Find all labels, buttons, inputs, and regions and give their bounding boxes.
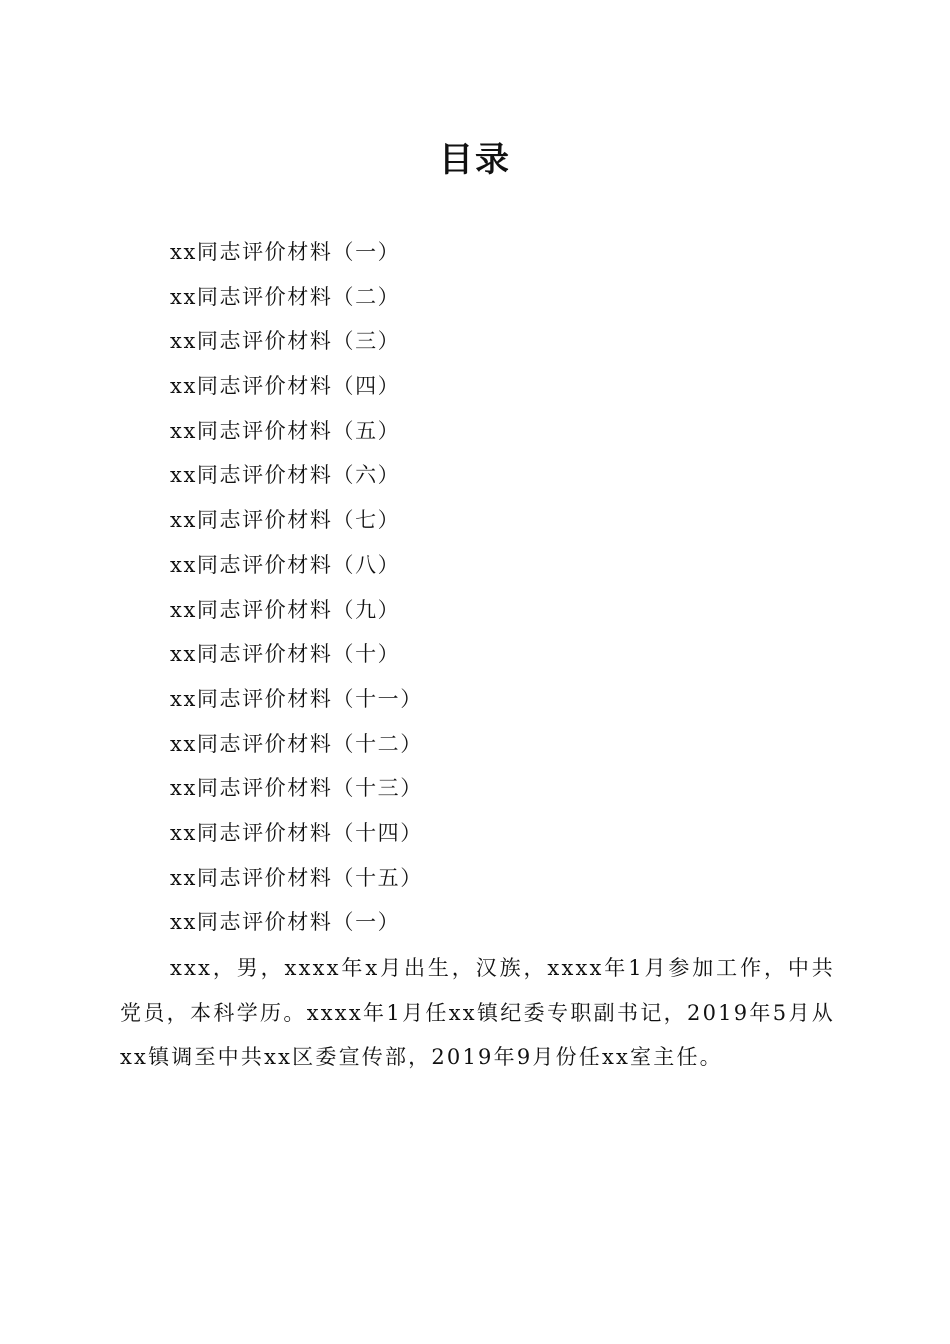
toc-item: xx同志评价材料（十一） [170, 686, 423, 711]
toc-item: xx同志评价材料（七） [170, 508, 401, 533]
toc-item: xx同志评价材料（五） [170, 418, 401, 443]
toc-item: xx同志评价材料（四） [170, 374, 401, 399]
page-title: 目录 [439, 140, 511, 180]
toc-item: xx同志评价材料（十三） [170, 776, 423, 801]
toc-item: xx同志评价材料（十五） [170, 865, 423, 890]
table-of-contents [170, 230, 423, 900]
toc-item: xx同志评价材料（八） [170, 552, 401, 577]
toc-item: xx同志评价材料（三） [170, 329, 401, 354]
toc-item: xx同志评价材料（十） [170, 642, 401, 667]
toc-item: xx同志评价材料（九） [170, 597, 401, 622]
toc-item: xx同志评价材料（十二） [170, 731, 423, 756]
toc-item: xx同志评价材料（二） [170, 284, 401, 309]
toc-item: xx同志评价材料（一） [170, 240, 401, 264]
section-heading: xx同志评价材料（一） [170, 910, 401, 934]
toc-item: xx同志评价材料（十四） [170, 820, 423, 845]
toc-item: xx同志评价材料（六） [170, 463, 401, 488]
body-paragraph: xxx，男，xxxx年x月出生，汉族，xxxx年1月参加工作，中共党员，本科学历。xxxx年1月任xx镇纪委专职副书记，2019年5月从xx镇调至中共xx区委宣传部，2019年9月份任xx室主任。 [120, 956, 835, 1069]
